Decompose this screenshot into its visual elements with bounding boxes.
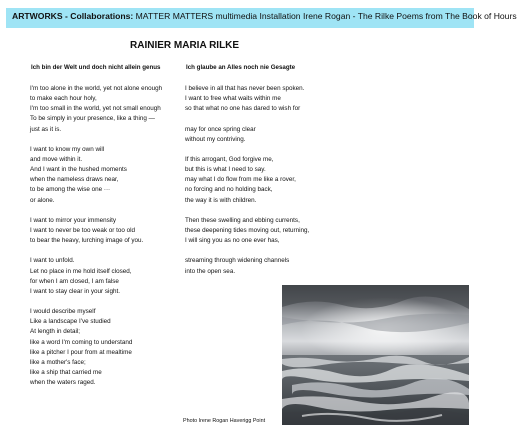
right-poem-line xyxy=(185,246,309,256)
left-poem-line: like a word I'm coming to understand xyxy=(30,338,133,346)
left-poem-line: to make each hour holy, xyxy=(30,95,97,103)
left-poem-line xyxy=(30,297,162,307)
right-poem-line: may for once spring clear xyxy=(185,125,256,133)
left-poem-line: for when I am closed, I am false xyxy=(30,277,119,285)
left-poem-line: At length in detail; xyxy=(30,328,81,336)
left-poem-line: To be simply in your presence, like a thing — xyxy=(30,115,155,123)
header-bar xyxy=(6,8,517,28)
left-poem-line: Like a landscape I've studied xyxy=(30,318,111,326)
left-poem-line: I want to know my own will xyxy=(30,145,105,153)
right-poem-line: may what I do flow from me like a rover, xyxy=(185,176,296,184)
header-label-rest: MATTER MATTERS multimedia Installation Irene Rogan - The Rilke Poems from The Book of Hours xyxy=(133,11,517,21)
right-poem-line: I want to free what waits within me xyxy=(185,95,281,103)
left-poem-line: like a mother's face; xyxy=(30,358,86,366)
left-poem-line: when the nameless draws near, xyxy=(30,176,119,184)
left-poem-line: to be among the wise one ··· xyxy=(30,186,111,194)
right-poem-line: streaming through widening channels xyxy=(185,257,290,265)
left-poem-line: like a pitcher I pour from at mealtime xyxy=(30,348,132,356)
left-poem-line: or alone. xyxy=(30,196,55,204)
right-poem-line: but this is what I need to say. xyxy=(185,166,266,174)
left-poem-line: just as it is. xyxy=(30,125,62,133)
left-poem-line: I'm too small in the world, yet not small enough xyxy=(30,105,161,113)
left-poem-line: Let no place in me hold itself closed, xyxy=(30,267,132,275)
left-poem-line: I want to never be too weak or too old xyxy=(30,226,136,234)
left-poem-line xyxy=(30,206,162,216)
left-poem-line xyxy=(30,246,162,256)
left-poem-line: and move within it. xyxy=(30,155,83,163)
page-title: RAINIER MARIA RILKE xyxy=(130,40,240,51)
left-poem-line: And I want in the hushed moments xyxy=(30,166,127,174)
right-poem-line: without my contriving. xyxy=(185,135,246,143)
right-poem-line: so that what no one has dared to wish for xyxy=(185,105,301,113)
left-poem xyxy=(30,84,162,388)
left-poem-line: I'm too alone in the world, yet not alone enough xyxy=(30,85,163,92)
left-poem-line: I want to mirror your immensity xyxy=(30,216,117,224)
right-poem-line xyxy=(185,114,309,124)
right-poem-line xyxy=(185,206,309,216)
right-poem-line: Then these swelling and ebbing currents, xyxy=(185,216,300,224)
left-poem-line: like a ship that carried me xyxy=(30,368,102,376)
header-label-bold: ARTWORKS - Collaborations: xyxy=(12,11,134,21)
right-poem-line: If this arrogant, God forgive me, xyxy=(185,155,274,163)
stormy-sea-photo xyxy=(282,285,469,425)
left-poem-line xyxy=(30,135,162,145)
right-poem-line: I believe in all that has never been spoken. xyxy=(185,85,305,92)
right-poem-line: into the open sea. xyxy=(185,267,236,275)
right-poem-line: the way it is with children. xyxy=(185,196,257,204)
left-poem-line: when the waters raged. xyxy=(30,379,96,387)
right-poem-line: no forcing and no holding back, xyxy=(185,186,273,194)
left-poem-line: I would describe myself xyxy=(30,308,96,316)
left-poem-heading: Ich bin der Welt und doch nicht allein genus xyxy=(31,64,161,71)
sea-photo-image xyxy=(282,285,469,425)
right-poem-line xyxy=(185,145,309,155)
right-poem-heading: Ich glaube an Alles noch nie Gesagte xyxy=(186,64,296,71)
left-poem-line: I want to stay clear in your sight. xyxy=(30,287,120,295)
photo-caption: Photo Irene Rogan Haverigg Point xyxy=(183,418,266,424)
left-poem-line: I want to unfold. xyxy=(30,257,75,265)
left-poem-line: to bear the heavy, lurching image of you. xyxy=(30,237,144,245)
right-poem-line: I will sing you as no one ever has, xyxy=(185,237,280,245)
right-poem xyxy=(185,84,309,277)
right-poem-line: these deepening tides moving out, returning, xyxy=(185,226,310,234)
